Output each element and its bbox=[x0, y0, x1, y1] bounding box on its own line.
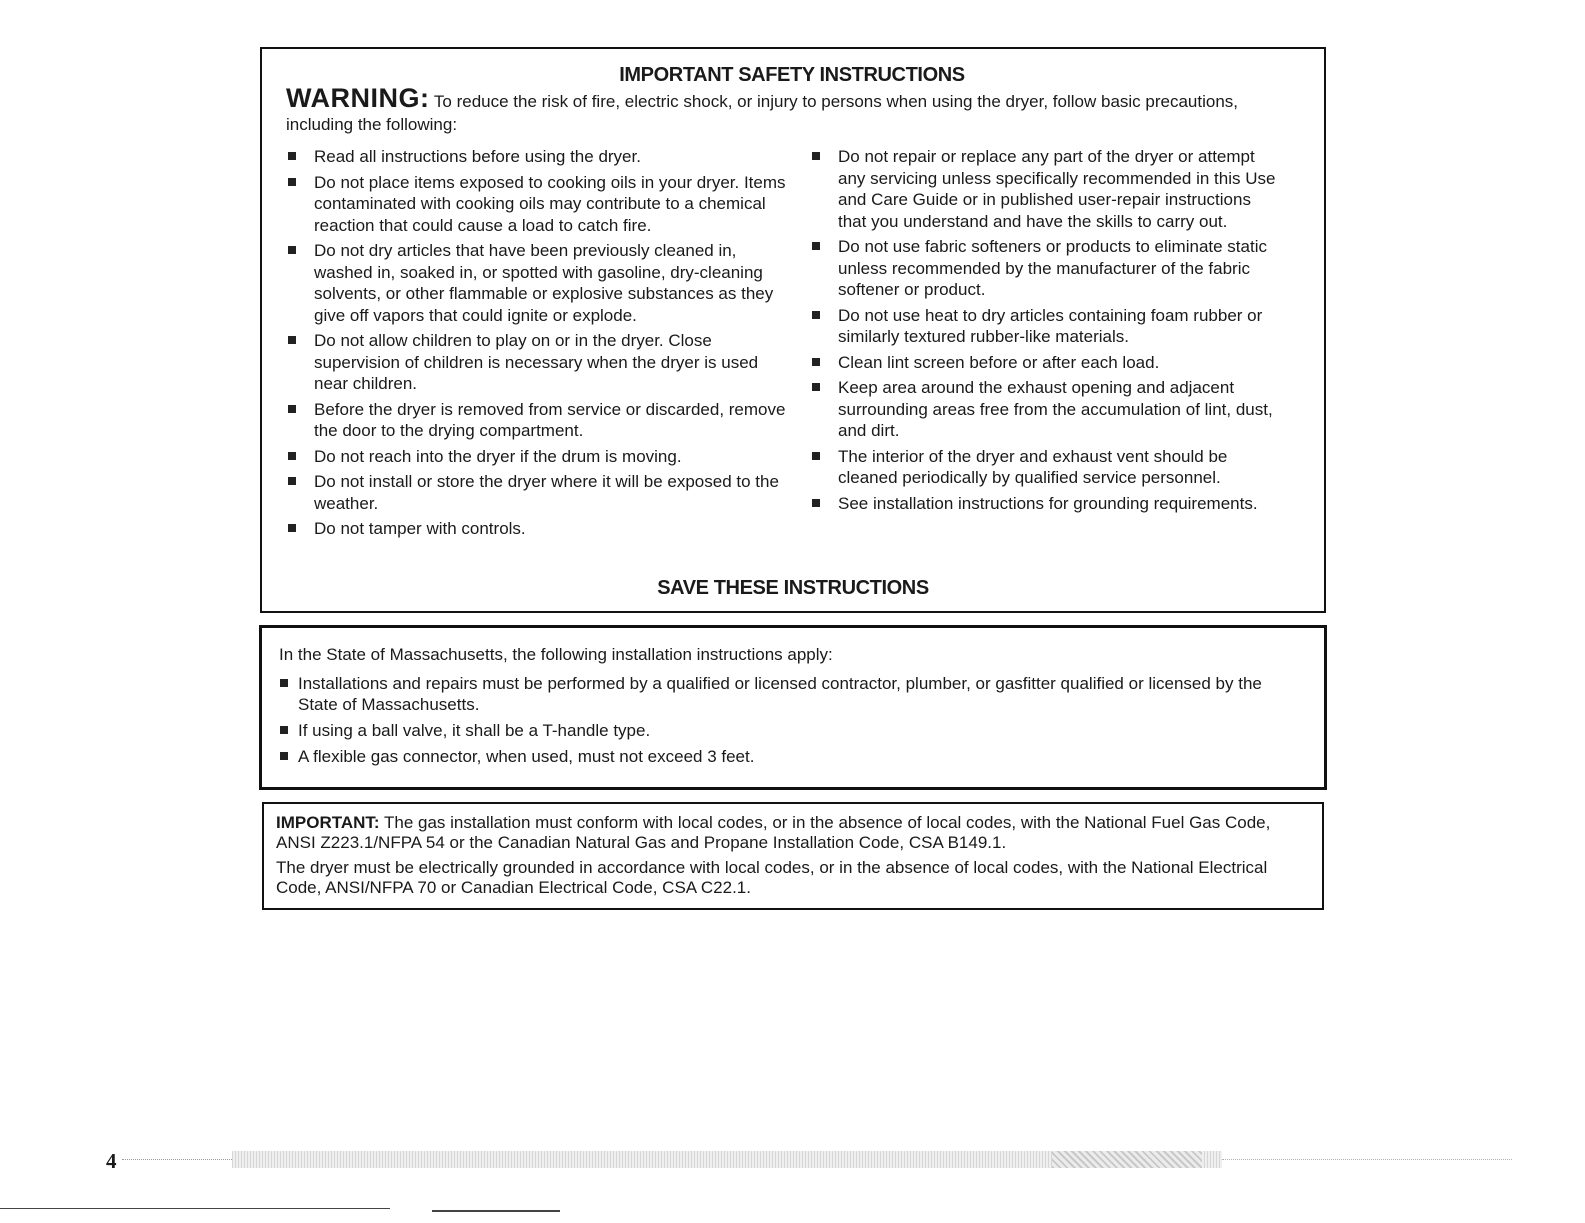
list-item-text: If using a ball valve, it shall be a T-handle type. bbox=[298, 721, 651, 740]
list-item-text: Installations and repairs must be performed by a qualified or licensed contractor, plumber, or gasfitter qualified or licensed by the State of Massachusetts. bbox=[298, 674, 1262, 714]
list-item bbox=[286, 330, 786, 395]
list-item-text: Do not use fabric softeners or products to eliminate static unless recommended by the manufacturer of the fabric softener or product. bbox=[838, 237, 1267, 299]
list-item-text: Do not repair or replace any part of the dryer or attempt any servicing unless specifically recommended in this Use and Care Guide or in published user-repair instructions that you understand and have the skills to carry out. bbox=[838, 147, 1276, 231]
bottom-rule bbox=[432, 1210, 560, 1212]
safety-instructions-box bbox=[260, 47, 1326, 613]
bullet-square-icon bbox=[812, 452, 820, 460]
important-label: IMPORTANT: bbox=[276, 813, 380, 832]
bullet-square-icon bbox=[288, 178, 296, 186]
bullet-square-icon bbox=[288, 524, 296, 532]
bullet-square-icon bbox=[812, 499, 820, 507]
bullet-square-icon bbox=[812, 152, 820, 160]
list-item-text: Do not allow children to play on or in the dryer. Close supervision of children is necessary when the dryer is used near children. bbox=[314, 331, 759, 393]
bullet-square-icon bbox=[280, 679, 288, 687]
list-item-text: Before the dryer is removed from service or discarded, remove the door to the drying compartment. bbox=[314, 399, 786, 440]
massachusetts-box bbox=[259, 625, 1327, 790]
bottom-rule bbox=[0, 1208, 390, 1209]
list-item-text: Do not install or store the dryer where it will be exposed to the weather. bbox=[314, 472, 779, 513]
list-item bbox=[279, 720, 1306, 741]
safety-title: IMPORTANT SAFETY INSTRUCTIONS bbox=[619, 64, 965, 86]
bullet-square-icon bbox=[288, 405, 296, 413]
footer-divider bbox=[1222, 1159, 1512, 1160]
list-item-text: Do not place items exposed to cooking oils in your dryer. Items contaminated with cooking oils may contribute to a chemical reaction that could cause a load to catch fire. bbox=[314, 172, 786, 235]
list-item bbox=[279, 746, 1306, 767]
warning-label: WARNING: bbox=[286, 83, 430, 113]
list-item-text: The interior of the dryer and exhaust vent should be cleaned periodically by qualified service personnel. bbox=[838, 446, 1228, 487]
footer-scan-band-dark bbox=[1052, 1151, 1202, 1168]
list-item-text: Do not use heat to dry articles containing foam rubber or similarly textured rubber-like materials. bbox=[838, 305, 1263, 346]
safety-left-column bbox=[286, 146, 786, 544]
bullet-square-icon bbox=[812, 242, 820, 250]
warning-text: To reduce the risk of fire, electric shock, or injury to persons when using the dryer, follow basic precautions, including the following: bbox=[286, 92, 1239, 134]
bullet-square-icon bbox=[812, 358, 820, 366]
list-item bbox=[810, 377, 1280, 442]
list-item-text: Clean lint screen before or after each load. bbox=[838, 352, 1160, 372]
bullet-square-icon bbox=[288, 336, 296, 344]
footer-divider bbox=[122, 1159, 232, 1160]
massachusetts-intro: In the State of Massachusetts, the following installation instructions apply: bbox=[279, 645, 833, 664]
list-item bbox=[810, 352, 1280, 374]
list-item bbox=[286, 146, 786, 168]
page-number: 4 bbox=[106, 1149, 117, 1173]
bullet-square-icon bbox=[288, 152, 296, 160]
list-item bbox=[286, 471, 786, 514]
important-text: The gas installation must conform with local codes, or in the absence of local codes, with the National Fuel Gas Code, ANSI Z223.1/NFPA 54 or the Canadian Natural Gas and Propane Installation Code, CSA B149.1. bbox=[276, 813, 1271, 852]
list-item-text: Read all instructions before using the dryer. bbox=[314, 147, 641, 166]
list-item bbox=[286, 518, 786, 540]
list-item bbox=[286, 446, 786, 468]
warning-paragraph bbox=[286, 83, 1298, 136]
bullet-square-icon bbox=[812, 311, 820, 319]
bullet-square-icon bbox=[280, 752, 288, 760]
important-paragraph bbox=[276, 813, 1304, 853]
list-item bbox=[810, 236, 1280, 301]
safety-right-column bbox=[810, 146, 1280, 544]
list-item-text: Do not tamper with controls. bbox=[314, 519, 526, 538]
safety-columns bbox=[286, 146, 1298, 544]
list-item-text: See installation instructions for grounding requirements. bbox=[838, 493, 1258, 513]
bullet-square-icon bbox=[288, 452, 296, 460]
bullet-square-icon bbox=[288, 477, 296, 485]
list-item-text: Do not reach into the dryer if the drum is moving. bbox=[314, 446, 682, 466]
list-item bbox=[286, 240, 786, 326]
bullet-square-icon bbox=[288, 246, 296, 254]
list-item bbox=[279, 673, 1306, 715]
list-item bbox=[810, 446, 1280, 489]
list-item bbox=[810, 493, 1280, 515]
important-box bbox=[262, 802, 1324, 910]
list-item bbox=[810, 305, 1280, 348]
bullet-square-icon bbox=[812, 383, 820, 391]
list-item bbox=[286, 399, 786, 442]
bullet-square-icon bbox=[280, 726, 288, 734]
list-item bbox=[810, 146, 1280, 232]
grounding-paragraph: The dryer must be electrically grounded in accordance with local codes, or in the absence of local codes, with the National Electrical Code, ANSI/NFPA 70 or Canadian Electrical Code, CSA C22.1. bbox=[276, 858, 1268, 897]
list-item-text: Keep area around the exhaust opening and adjacent surrounding areas free from the accumulation of lint, dust, and dirt. bbox=[838, 378, 1273, 440]
list-item bbox=[286, 172, 786, 237]
save-instructions-title: SAVE THESE INSTRUCTIONS bbox=[657, 577, 929, 599]
list-item-text: Do not dry articles that have been previously cleaned in, washed in, soaked in, or spotted with gasoline, dry-cleaning solvents, or other flammable or explosive substances as they give off vapors that could ignite or explode. bbox=[314, 241, 774, 325]
list-item-text: A flexible gas connector, when used, must not exceed 3 feet. bbox=[298, 747, 755, 766]
